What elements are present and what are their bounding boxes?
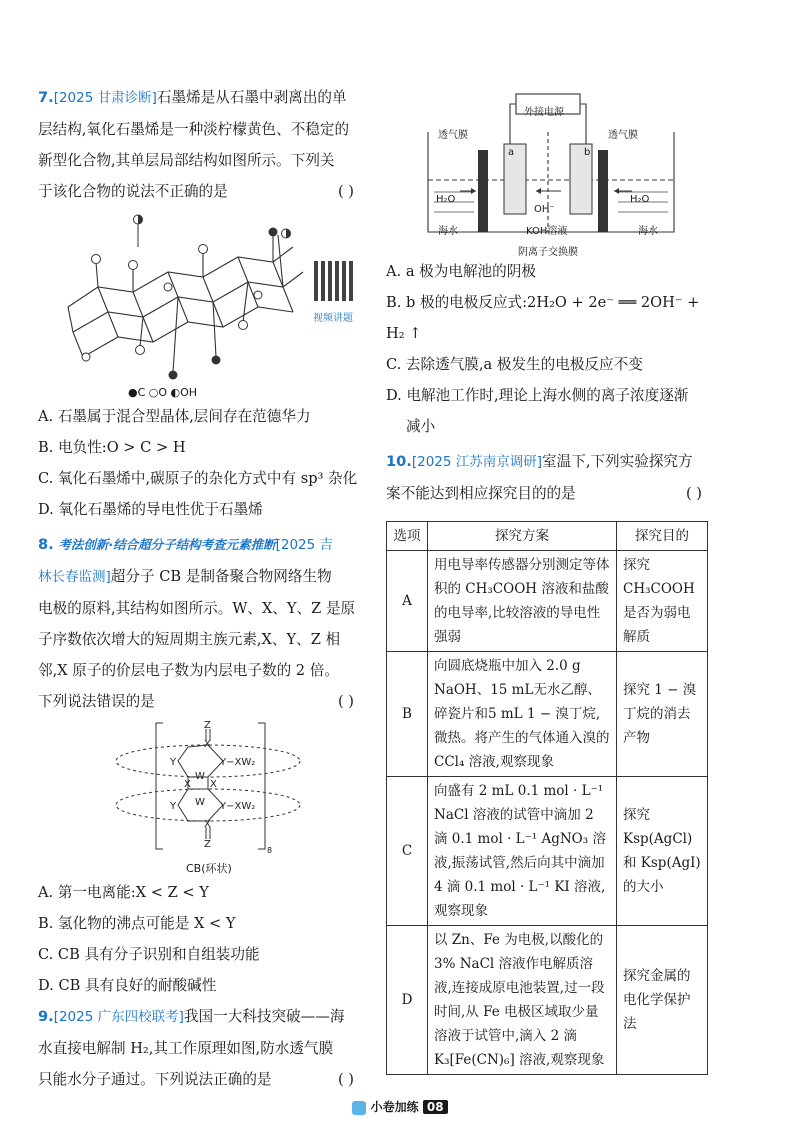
page-footer [0, 1098, 800, 1115]
group-yxw2: Y−XW₂ [220, 757, 256, 768]
atom-x: X [204, 739, 211, 750]
question-10 [386, 446, 708, 1075]
electrolysis-figure [386, 92, 708, 256]
qr-code[interactable] [314, 261, 354, 301]
row-option: C [387, 777, 428, 926]
figure-caption: CB(环状) [186, 862, 232, 875]
figure-caption: 阴离子交换膜 [518, 247, 578, 258]
option-d[interactable]: D. CB 具有良好的耐酸碱性 [38, 977, 217, 994]
question-source-cont: 林长春监测] [38, 569, 111, 585]
option-d[interactable]: D. 电解池工作时,理论上海水侧的离子浓度逐渐 [386, 387, 689, 404]
answer-parentheses: ( ) [337, 693, 354, 710]
question-stem-line: 子序数依次增大的短周期主族元素,X、Y、Z 相 [38, 631, 341, 648]
option-c[interactable]: C. 去除透气膜,a 极发生的电极反应不变 [386, 356, 643, 373]
question-number: 7. [38, 89, 54, 106]
qr-label: 视频讲题 [313, 313, 353, 324]
electrode-b-label: b [584, 147, 591, 158]
page-number: 08 [423, 1100, 448, 1114]
table-header: 探究目的 [617, 522, 708, 551]
group-yxw2: Y−XW₂ [220, 801, 256, 812]
question-7 [38, 82, 360, 525]
figure-legend: ●C ○O ◐OH [128, 386, 198, 399]
graphene-oxide-structure [38, 207, 360, 391]
right-column [386, 92, 708, 1075]
atom-w: W [195, 771, 205, 782]
repeat-count: 8 [267, 846, 273, 855]
option-c[interactable]: C. 氧化石墨烯中,碳原子的杂化方式中有 sp³ 杂化 [38, 470, 358, 487]
cb-structure-figure [38, 717, 360, 875]
option-d[interactable]: D. 氧化石墨烯的导电性优于石墨烯 [38, 501, 263, 518]
question-stem-line: 于该化合物的说法不正确的是 [38, 183, 228, 200]
question-number: 8. [38, 536, 54, 553]
option-d-cont: 减小 [406, 418, 436, 435]
seawater-right: 海水 [638, 226, 658, 237]
h2o-right: H₂O [630, 194, 650, 205]
question-stem-line: 水直接电解制 H₂,其工作原理如图,防水透气膜 [38, 1040, 334, 1057]
koh-label: KOH溶液 [526, 226, 568, 237]
question-stem-line: 电极的原料,其结构如图所示。W、X、Y、Z 是原 [38, 600, 356, 617]
question-number: 9. [38, 1008, 54, 1025]
table-row [387, 652, 708, 777]
question-tag: 考法创新·结合超分子结构考查元素推断 [58, 537, 276, 552]
atom-x: X [184, 779, 191, 790]
question-9 [38, 1001, 360, 1095]
option-a[interactable]: A. a 极为电解池的阴极 [386, 263, 536, 280]
atom-x: X [204, 819, 211, 830]
row-option: D [387, 926, 428, 1075]
power-label: 外接电源 [524, 107, 564, 118]
question-stem-line: 只能水分子通过。下列说法正确的是 [38, 1071, 272, 1088]
atom-y: Y [170, 801, 177, 812]
question-stem-line: 邻,X 原子的价层电子数为内层电子数的 2 倍。 [38, 662, 339, 679]
question-stem-line: 石墨烯是从石墨中剥离出的单 [156, 89, 347, 106]
row-plan: 以 Zn、Fe 为电极,以酸化的 3% NaCl 溶液作电解质溶液,连接成原电池装置,过一段时间,从 Fe 电极区域取少量溶液于试管中,滴入 2 滴 K₃[Fe(CN)₆] 溶液,观察现象 [428, 926, 617, 1075]
table-header-row [387, 522, 708, 551]
question-number: 10. [386, 453, 412, 470]
answer-parentheses: ( ) [685, 485, 702, 502]
row-goal: 探究 1 − 溴丁烷的消去产物 [617, 652, 708, 777]
row-goal: 探究Ksp(AgCl) 和 Ksp(AgI) 的大小 [617, 777, 708, 926]
option-a[interactable]: A. 第一电离能:X < Z < Y [38, 884, 209, 901]
question-source: [2025 吉 [275, 537, 334, 553]
h2o-left: H₂O [436, 194, 456, 205]
option-b[interactable]: B. 电负性:O > C > H [38, 439, 186, 456]
question-source: [2025 甘肃诊断] [53, 90, 157, 106]
question-9-options [386, 256, 708, 442]
membrane-left-label: 透气膜 [438, 130, 468, 141]
membrane-right-label: 透气膜 [608, 130, 638, 141]
option-a[interactable]: A. 石墨属于混合型晶体,层间存在范德华力 [38, 408, 311, 425]
question-source: [2025 广东四校联考] [53, 1009, 184, 1025]
question-stem-line: 室温下,下列实验探究方 [542, 453, 693, 470]
cb-structure [38, 717, 360, 869]
table-row [387, 551, 708, 652]
seawater-left: 海水 [438, 226, 458, 237]
row-plan: 向盛有 2 mL 0.1 mol · L⁻¹ NaCl 溶液的试管中滴加 2 滴 0.1 mol · L⁻¹ AgNO₃ 溶液,振荡试管,然后向其中滴加 4 滴 0.1 mol · L⁻¹ KI 溶液,观察现象 [428, 777, 617, 926]
question-8 [38, 529, 360, 1001]
oh-label: OH⁻ [534, 204, 555, 215]
question-stem-line: 新型化合物,其单层局部结构如图所示。下列关 [38, 152, 335, 169]
row-goal: 探究 CH₃COOH 是否为弱电解质 [617, 551, 708, 652]
question-stem-line: 层结构,氧化石墨烯是一种淡柠檬黄色、不稳定的 [38, 121, 350, 138]
footer-badge: 小卷加练 [370, 1100, 419, 1114]
row-plan: 用电导率传感器分别测定等体积的 CH₃COOH 溶液和盐酸的电导率,比较溶液的导电性强弱 [428, 551, 617, 652]
mascot-icon [352, 1101, 366, 1115]
question-stem-line: 案不能达到相应探究目的的是 [386, 485, 576, 502]
atom-z: Z [204, 839, 211, 850]
question-stem-line: 我国一大科技突破——海 [183, 1008, 345, 1025]
electrode-a-label: a [508, 147, 515, 158]
table-row [387, 777, 708, 926]
question-source: [2025 江苏南京调研] [411, 454, 543, 470]
answer-parentheses: ( ) [337, 1071, 354, 1088]
option-c[interactable]: C. CB 具有分子识别和自组装功能 [38, 946, 260, 963]
option-b[interactable]: B. b 极的电极反应式:2H₂O + 2e⁻ ══ 2OH⁻ + H₂ ↑ [386, 294, 700, 342]
question-stem-line: 下列说法错误的是 [38, 693, 155, 710]
experiment-table [386, 521, 708, 1075]
atom-w: W [195, 797, 205, 808]
table-row [387, 926, 708, 1075]
question-stem-line: 超分子 CB 是制备聚合物网络生物 [110, 568, 332, 585]
left-column [38, 82, 360, 1095]
row-goal: 探究金属的电化学保护法 [617, 926, 708, 1075]
row-plan: 向圆底烧瓶中加入 2.0 g NaOH、15 mL无水乙醇、碎瓷片和5 mL 1 − 溴丁烷,微热。将产生的气体通入溴的 CCl₄ 溶液,观察现象 [428, 652, 617, 777]
option-b[interactable]: B. 氢化物的沸点可能是 X < Y [38, 915, 236, 932]
atom-x: X [210, 779, 217, 790]
atom-y: Y [170, 757, 177, 768]
atom-z: Z [204, 720, 211, 731]
table-header: 选项 [387, 522, 428, 551]
table-header: 探究方案 [428, 522, 617, 551]
answer-parentheses: ( ) [337, 183, 354, 200]
row-option: A [387, 551, 428, 652]
row-option: B [387, 652, 428, 777]
graphene-oxide-figure [38, 207, 360, 399]
